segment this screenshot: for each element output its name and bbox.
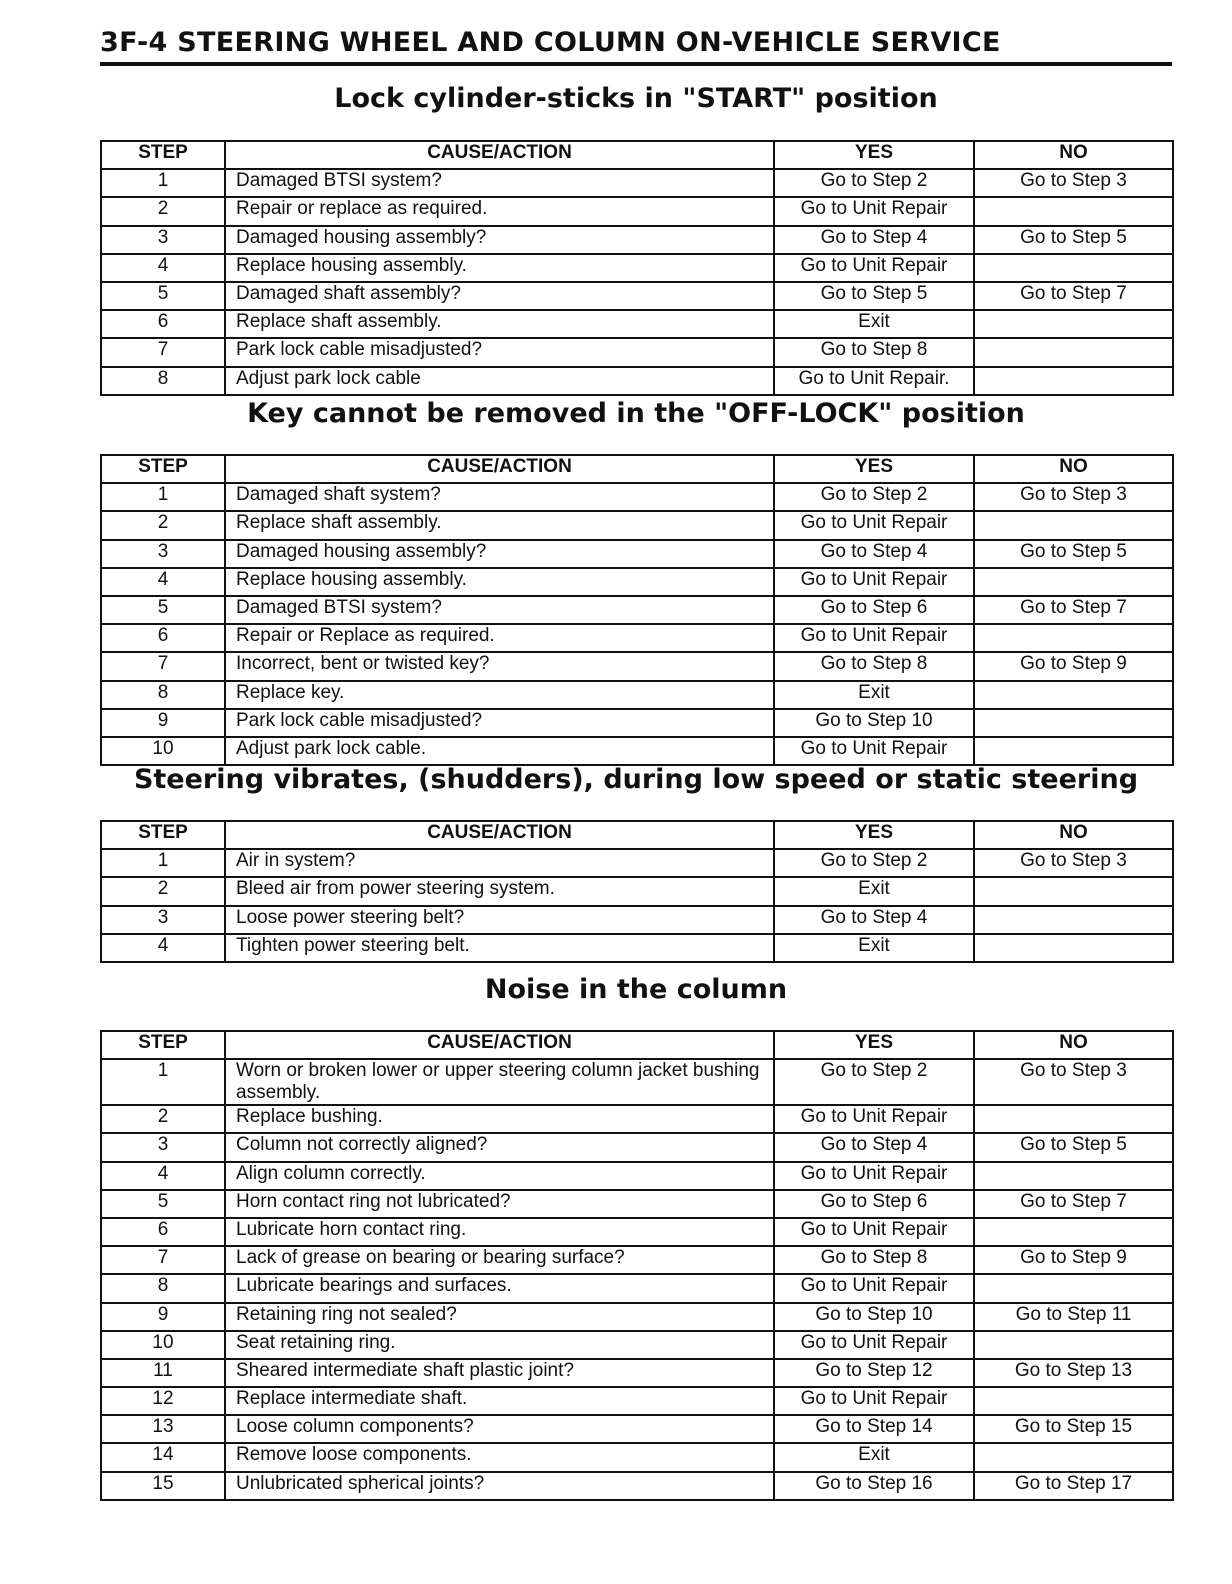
no-cell [974,1443,1173,1471]
cause-action-cell: Replace shaft assembly. [225,310,774,338]
no-cell: Go to Step 3 [974,483,1173,511]
no-cell [974,338,1173,366]
yes-cell: Go to Unit Repair [774,1387,974,1415]
cause-action-cell: Lack of grease on bearing or bearing surface? [225,1246,774,1274]
section-title: Noise in the column [484,974,788,1005]
table-row [101,511,1173,539]
table-row [101,1246,1173,1274]
table-row [101,1359,1173,1387]
page-header [100,26,1172,66]
cause-action-cell: Incorrect, bent or twisted key? [225,652,774,680]
yes-cell: Go to Step 8 [774,652,974,680]
no-cell [974,877,1173,905]
table-row [101,1303,1173,1331]
cause-action-cell: Retaining ring not sealed? [225,1303,774,1331]
step-header: STEP [101,821,225,849]
step-cell: 4 [101,934,225,962]
step-cell: 4 [101,568,225,596]
cause-action-cell: Horn contact ring not lubricated? [225,1190,774,1218]
no-cell [974,709,1173,737]
table-row [101,849,1173,877]
yes-cell: Go to Step 8 [774,338,974,366]
step-cell: 9 [101,1303,225,1331]
step-cell: 2 [101,877,225,905]
yes-cell: Go to Step 4 [774,226,974,254]
yes-cell: Go to Step 4 [774,1133,974,1161]
yes-cell: Go to Step 12 [774,1359,974,1387]
table-row [101,226,1173,254]
step-cell: 6 [101,624,225,652]
yes-cell: Go to Unit Repair [774,568,974,596]
no-cell: Go to Step 5 [974,540,1173,568]
step-cell: 1 [101,849,225,877]
cause-action-cell: Replace key. [225,681,774,709]
no-cell: Go to Step 9 [974,1246,1173,1274]
table-row [101,652,1173,680]
table-row [101,338,1173,366]
no-cell [974,1105,1173,1133]
step-cell: 2 [101,197,225,225]
no-cell: Go to Step 3 [974,849,1173,877]
yes-cell: Go to Step 2 [774,849,974,877]
cause-action-cell: Adjust park lock cable. [225,737,774,765]
header-row [101,141,1173,169]
step-cell: 1 [101,1059,225,1105]
no-header: NO [974,821,1173,849]
yes-cell: Go to Step 10 [774,1303,974,1331]
cause-action-cell: Worn or broken lower or upper steering column jacket bushing assembly. [225,1059,774,1105]
step-cell: 11 [101,1359,225,1387]
cause-action-cell: Tighten power steering belt. [225,934,774,962]
no-cell [974,906,1173,934]
no-cell: Go to Step 3 [974,169,1173,197]
table-row [101,1190,1173,1218]
yes-cell: Go to Step 4 [774,540,974,568]
step-cell: 3 [101,906,225,934]
step-cell: 12 [101,1387,225,1415]
no-cell: Go to Step 17 [974,1472,1173,1500]
table-row [101,568,1173,596]
step-cell: 2 [101,511,225,539]
step-cell: 7 [101,1246,225,1274]
table-row [101,1133,1173,1161]
table-row [101,540,1173,568]
table-row [101,1162,1173,1190]
cause-action-header: CAUSE/ACTION [225,455,774,483]
step-header: STEP [101,141,225,169]
step-cell: 14 [101,1443,225,1471]
cause-action-cell: Adjust park lock cable [225,367,774,395]
step-header: STEP [101,1031,225,1059]
section-title: Key cannot be removed in the "OFF-LOCK" position [247,398,1025,429]
table-row [101,906,1173,934]
no-cell [974,568,1173,596]
yes-cell: Go to Unit Repair [774,1218,974,1246]
table-row [101,254,1173,282]
cause-action-cell: Sheared intermediate shaft plastic joint? [225,1359,774,1387]
yes-header: YES [774,141,974,169]
yes-cell: Exit [774,934,974,962]
step-cell: 8 [101,681,225,709]
yes-cell: Go to Unit Repair. [774,367,974,395]
yes-header: YES [774,455,974,483]
yes-cell: Go to Step 2 [774,169,974,197]
yes-cell: Go to Unit Repair [774,1105,974,1133]
cause-action-cell: Remove loose components. [225,1443,774,1471]
yes-header: YES [774,1031,974,1059]
step-cell: 5 [101,282,225,310]
table-row [101,624,1173,652]
step-cell: 10 [101,1331,225,1359]
table-row [101,709,1173,737]
yes-cell: Go to Unit Repair [774,1162,974,1190]
no-cell [974,197,1173,225]
table-row [101,1105,1173,1133]
yes-cell: Go to Step 4 [774,906,974,934]
yes-cell: Go to Unit Repair [774,624,974,652]
cause-action-cell: Replace intermediate shaft. [225,1387,774,1415]
yes-cell: Go to Step 16 [774,1472,974,1500]
step-cell: 10 [101,737,225,765]
cause-action-header: CAUSE/ACTION [225,1031,774,1059]
cause-action-cell: Unlubricated spherical joints? [225,1472,774,1500]
cause-action-header: CAUSE/ACTION [225,141,774,169]
yes-cell: Go to Unit Repair [774,511,974,539]
no-cell: Go to Step 15 [974,1415,1173,1443]
no-header: NO [974,455,1173,483]
step-cell: 4 [101,254,225,282]
troubleshooting-table [100,1030,1174,1501]
no-cell: Go to Step 7 [974,596,1173,624]
yes-cell: Go to Step 10 [774,709,974,737]
no-header: NO [974,1031,1173,1059]
cause-action-cell: Damaged housing assembly? [225,226,774,254]
step-cell: 8 [101,367,225,395]
no-cell [974,367,1173,395]
cause-action-cell: Bleed air from power steering system. [225,877,774,905]
no-cell: Go to Step 9 [974,652,1173,680]
cause-action-cell: Replace housing assembly. [225,254,774,282]
table-row [101,1443,1173,1471]
no-cell [974,737,1173,765]
yes-cell: Go to Step 14 [774,1415,974,1443]
troubleshooting-table [100,454,1174,766]
header-row [101,821,1173,849]
table-row [101,681,1173,709]
cause-action-cell: Park lock cable misadjusted? [225,338,774,366]
cause-action-cell: Align column correctly. [225,1162,774,1190]
no-cell: Go to Step 5 [974,1133,1173,1161]
table-row [101,282,1173,310]
cause-action-cell: Loose column components? [225,1415,774,1443]
yes-cell: Go to Step 6 [774,1190,974,1218]
step-cell: 3 [101,1133,225,1161]
cause-action-cell: Damaged BTSI system? [225,596,774,624]
step-cell: 5 [101,1190,225,1218]
cause-action-cell: Replace housing assembly. [225,568,774,596]
cause-action-header: CAUSE/ACTION [225,821,774,849]
cause-action-cell: Damaged housing assembly? [225,540,774,568]
yes-cell: Go to Step 8 [774,1246,974,1274]
table-row [101,1387,1173,1415]
no-cell [974,934,1173,962]
table-row [101,1218,1173,1246]
cause-action-cell: Column not correctly aligned? [225,1133,774,1161]
step-cell: 2 [101,1105,225,1133]
yes-cell: Go to Step 5 [774,282,974,310]
step-cell: 13 [101,1415,225,1443]
no-cell: Go to Step 7 [974,282,1173,310]
no-cell [974,624,1173,652]
table-row [101,1472,1173,1500]
no-cell [974,1162,1173,1190]
no-cell [974,310,1173,338]
cause-action-cell: Replace bushing. [225,1105,774,1133]
step-header: STEP [101,455,225,483]
yes-cell: Go to Unit Repair [774,737,974,765]
table-row [101,877,1173,905]
no-cell: Go to Step 5 [974,226,1173,254]
cause-action-cell: Damaged shaft assembly? [225,282,774,310]
no-cell [974,1387,1173,1415]
page-title: 3F-4 STEERING WHEEL AND COLUMN ON-VEHICLE SERVICE [100,27,1001,58]
yes-cell: Exit [774,877,974,905]
table-row [101,1059,1173,1105]
no-cell [974,1274,1173,1302]
section-title: Steering vibrates, (shudders), during low speed or static steering [133,764,1139,795]
yes-cell: Go to Step 2 [774,1059,974,1105]
cause-action-cell: Air in system? [225,849,774,877]
cause-action-cell: Damaged shaft system? [225,483,774,511]
table-row [101,169,1173,197]
table-row [101,483,1173,511]
step-cell: 1 [101,483,225,511]
no-cell: Go to Step 13 [974,1359,1173,1387]
no-cell: Go to Step 11 [974,1303,1173,1331]
step-cell: 6 [101,310,225,338]
yes-cell: Go to Unit Repair [774,254,974,282]
no-cell [974,681,1173,709]
no-cell [974,254,1173,282]
cause-action-cell: Repair or Replace as required. [225,624,774,652]
yes-cell: Go to Unit Repair [774,1331,974,1359]
cause-action-cell: Lubricate bearings and surfaces. [225,1274,774,1302]
yes-cell: Exit [774,310,974,338]
table-row [101,1274,1173,1302]
step-cell: 7 [101,338,225,366]
header-row [101,1031,1173,1059]
troubleshooting-table [100,820,1174,963]
cause-action-cell: Loose power steering belt? [225,906,774,934]
step-cell: 3 [101,226,225,254]
no-cell: Go to Step 7 [974,1190,1173,1218]
step-cell: 4 [101,1162,225,1190]
step-cell: 9 [101,709,225,737]
yes-cell: Exit [774,681,974,709]
troubleshooting-table [100,140,1174,396]
cause-action-cell: Lubricate horn contact ring. [225,1218,774,1246]
section-title: Lock cylinder-sticks in "START" position [334,83,938,114]
step-cell: 5 [101,596,225,624]
cause-action-cell: Replace shaft assembly. [225,511,774,539]
no-cell [974,1218,1173,1246]
table-row [101,367,1173,395]
step-cell: 1 [101,169,225,197]
step-cell: 6 [101,1218,225,1246]
yes-cell: Go to Unit Repair [774,197,974,225]
cause-action-cell: Seat retaining ring. [225,1331,774,1359]
table-row [101,197,1173,225]
table-row [101,310,1173,338]
table-row [101,934,1173,962]
step-cell: 7 [101,652,225,680]
no-cell: Go to Step 3 [974,1059,1173,1105]
yes-header: YES [774,821,974,849]
yes-cell: Go to Step 2 [774,483,974,511]
no-header: NO [974,141,1173,169]
cause-action-cell: Damaged BTSI system? [225,169,774,197]
no-cell [974,511,1173,539]
table-row [101,1331,1173,1359]
yes-cell: Go to Step 6 [774,596,974,624]
yes-cell: Exit [774,1443,974,1471]
cause-action-cell: Park lock cable misadjusted? [225,709,774,737]
no-cell [974,1331,1173,1359]
yes-cell: Go to Unit Repair [774,1274,974,1302]
table-row [101,737,1173,765]
step-cell: 8 [101,1274,225,1302]
table-row [101,596,1173,624]
step-cell: 3 [101,540,225,568]
step-cell: 15 [101,1472,225,1500]
cause-action-cell: Repair or replace as required. [225,197,774,225]
header-row [101,455,1173,483]
table-row [101,1415,1173,1443]
